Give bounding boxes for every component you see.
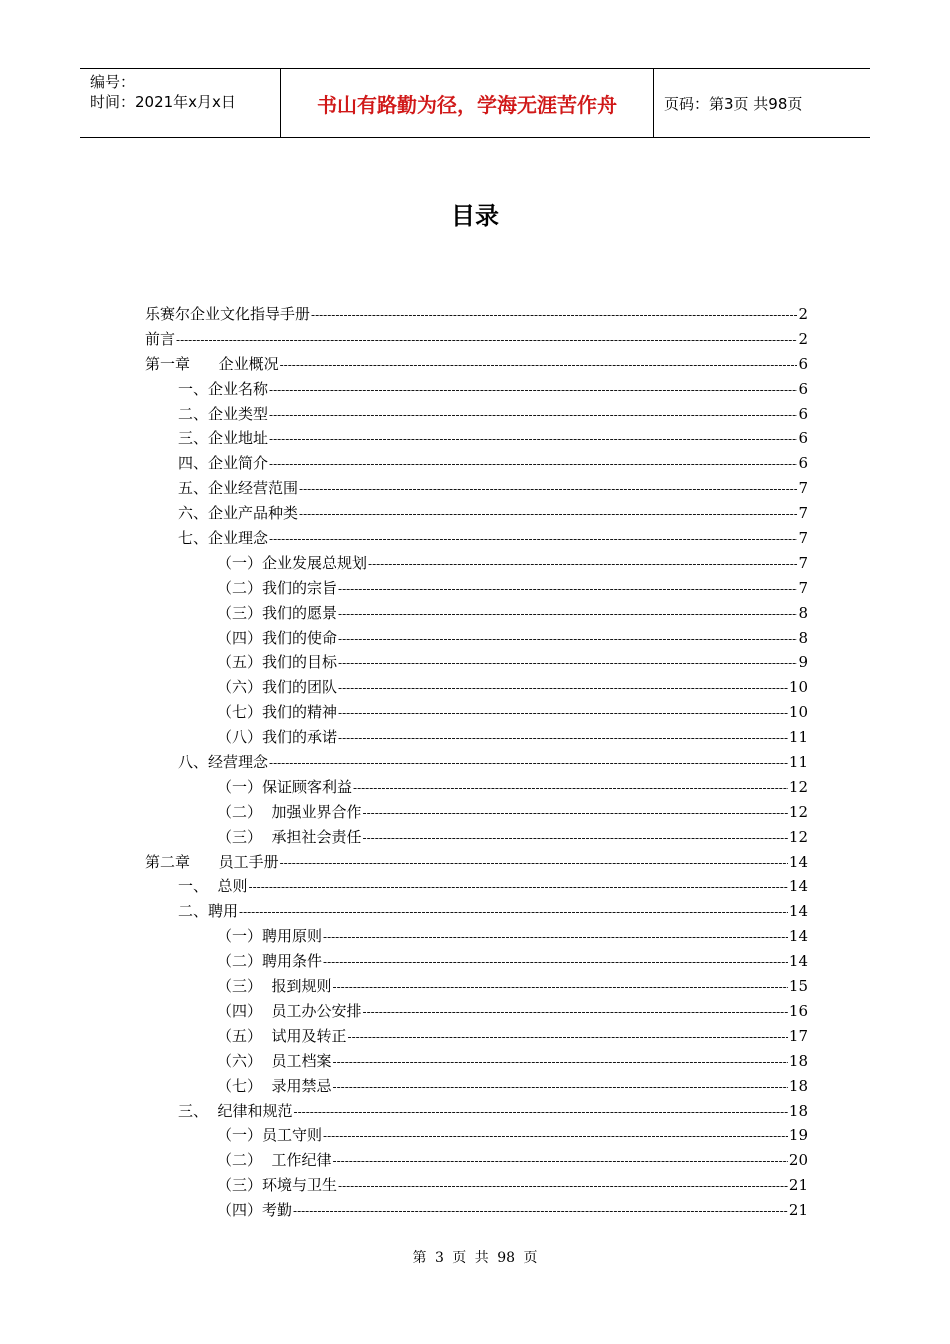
- toc-entry-label: （二）我们的宗旨: [217, 578, 338, 597]
- toc-entry-label: （二） 工作纪律: [217, 1151, 332, 1170]
- toc-entry-label: （八）我们的承诺: [217, 728, 338, 747]
- toc-entry-page: 10: [788, 703, 808, 722]
- toc-entry-page: 7: [798, 479, 808, 498]
- toc-entry-label: （七） 录用禁忌: [217, 1076, 332, 1095]
- toc-leader: [353, 776, 788, 801]
- toc-leader: [338, 577, 797, 602]
- toc-entry-label: （四） 员工办公安排: [217, 1001, 362, 1020]
- toc-leader: [299, 477, 797, 502]
- toc-entry-label: 一、 总则: [178, 877, 248, 896]
- toc-entry-page: 6: [798, 429, 808, 448]
- toc-entry-page: 16: [788, 1001, 808, 1020]
- toc-leader: [311, 303, 797, 328]
- toc-entry-page: 10: [788, 678, 808, 697]
- toc-entry-page: 6: [798, 354, 808, 373]
- toc-entry-page: 14: [788, 852, 808, 871]
- toc-leader: [294, 1100, 788, 1125]
- toc-entry-page: 11: [788, 753, 808, 772]
- toc-entry-page: 15: [788, 977, 808, 996]
- toc-entry-label: 四、企业简介: [178, 454, 269, 473]
- toc-entry-page: 9: [798, 653, 808, 672]
- toc-leader: [363, 801, 788, 826]
- toc-entry[interactable]: [145, 850, 808, 875]
- toc-leader: [269, 403, 797, 428]
- toc-entry[interactable]: [145, 675, 808, 700]
- toc-entry-page: 7: [798, 529, 808, 548]
- toc-entry-label: （一）保证顾客利益: [217, 777, 353, 796]
- toc-entry-label: 二、企业类型: [178, 404, 269, 423]
- toc-entry-page: 19: [788, 1126, 808, 1145]
- toc-entry-page: 21: [788, 1201, 808, 1220]
- toc-entry-page: 21: [788, 1176, 808, 1195]
- toc-entry[interactable]: [145, 924, 808, 949]
- toc-entry-label: （六） 员工档案: [217, 1051, 332, 1070]
- page-title: 目录: [451, 202, 499, 230]
- toc-entry[interactable]: [145, 476, 808, 501]
- toc-leader: [333, 1149, 788, 1174]
- toc-entry[interactable]: [145, 626, 808, 651]
- toc-leader: [338, 651, 797, 676]
- toc-entry-label: （三）我们的愿景: [217, 603, 338, 622]
- toc-entry-label: 二、聘用: [178, 902, 239, 921]
- toc-entry-page: 11: [788, 728, 808, 747]
- toc-entry[interactable]: [145, 775, 808, 800]
- toc-leader: [280, 353, 798, 378]
- toc-leader: [299, 502, 797, 527]
- toc-leader: [333, 1075, 788, 1100]
- toc-leader: [269, 452, 797, 477]
- toc-leader: [323, 925, 788, 950]
- toc-entry[interactable]: [145, 750, 808, 775]
- toc-entry[interactable]: [145, 1049, 808, 1074]
- toc-entry-page: 7: [798, 504, 808, 523]
- toc-entry[interactable]: [145, 949, 808, 974]
- toc-entry-label: （四）我们的使命: [217, 628, 338, 647]
- toc-entry-label: （一）聘用原则: [217, 927, 323, 946]
- toc-entry[interactable]: [145, 501, 808, 526]
- toc-leader: [338, 602, 797, 627]
- toc-entry-label: （五）我们的目标: [217, 653, 338, 672]
- toc-entry[interactable]: [145, 327, 808, 352]
- toc-leader: [280, 851, 788, 876]
- table-of-contents: [145, 302, 808, 1223]
- toc-entry[interactable]: [145, 1173, 808, 1198]
- toc-leader: [333, 975, 788, 1000]
- time-label: 时间：2021年x月x日: [90, 93, 236, 111]
- toc-entry-page: 18: [788, 1101, 808, 1120]
- page-header: [80, 68, 870, 138]
- toc-entry-page: 6: [798, 379, 808, 398]
- toc-leader: [368, 552, 797, 577]
- toc-entry-label: 一、企业名称: [178, 379, 269, 398]
- toc-entry[interactable]: [145, 1074, 808, 1099]
- toc-entry[interactable]: [145, 451, 808, 476]
- toc-entry-label: 八、经营理念: [178, 753, 269, 772]
- toc-entry-label: 前言: [145, 329, 176, 348]
- toc-entry-page: 8: [798, 628, 808, 647]
- toc-entry-label: （一）员工守则: [217, 1126, 323, 1145]
- toc-entry-page: 6: [798, 404, 808, 423]
- toc-entry-page: 14: [788, 877, 808, 896]
- toc-leader: [338, 1174, 788, 1199]
- toc-entry-page: 12: [788, 802, 808, 821]
- toc-entry[interactable]: [145, 874, 808, 899]
- toc-entry-page: 7: [798, 578, 808, 597]
- toc-entry[interactable]: [145, 1148, 808, 1173]
- toc-entry-page: 14: [788, 902, 808, 921]
- toc-leader: [293, 1199, 788, 1224]
- toc-entry-page: 18: [788, 1076, 808, 1095]
- toc-entry[interactable]: [145, 377, 808, 402]
- header-page-info: 页码：第3页 共98页: [664, 94, 803, 113]
- toc-entry-label: 第二章 员工手册: [145, 852, 279, 871]
- toc-entry[interactable]: [145, 1123, 808, 1148]
- toc-entry-page: 2: [798, 305, 808, 323]
- toc-leader: [269, 427, 797, 452]
- toc-leader: [239, 900, 788, 925]
- toc-entry-page: 17: [788, 1026, 808, 1045]
- header-meta: [80, 69, 281, 137]
- toc-entry-label: 五、企业经营范围: [178, 479, 299, 498]
- toc-entry[interactable]: [145, 999, 808, 1024]
- toc-leader: [323, 950, 788, 975]
- toc-entry-label: 第一章 企业概况: [145, 354, 279, 373]
- toc-entry-label: 三、 纪律和规范: [178, 1101, 293, 1120]
- toc-entry-label: （四）考勤: [217, 1201, 293, 1220]
- toc-entry[interactable]: [145, 402, 808, 427]
- toc-leader: [338, 676, 788, 701]
- toc-leader: [333, 1050, 788, 1075]
- toc-entry-page: 6: [798, 454, 808, 473]
- toc-entry[interactable]: [145, 576, 808, 601]
- toc-leader: [338, 726, 788, 751]
- toc-entry[interactable]: [145, 352, 808, 377]
- toc-entry[interactable]: [145, 1198, 808, 1223]
- header-motto: 书山有路勤为径，学海无涯苦作舟: [281, 69, 654, 137]
- toc-leader: [338, 627, 797, 652]
- toc-entry[interactable]: [145, 426, 808, 451]
- toc-entry[interactable]: [145, 601, 808, 626]
- toc-leader: [338, 701, 788, 726]
- toc-entry-page: 8: [798, 603, 808, 622]
- toc-entry[interactable]: [145, 800, 808, 825]
- toc-entry-label: （三） 承担社会责任: [217, 827, 362, 846]
- toc-entry-page: 20: [788, 1151, 808, 1170]
- toc-entry-label: （六）我们的团队: [217, 678, 338, 697]
- toc-entry[interactable]: [145, 526, 808, 551]
- toc-leader: [269, 378, 797, 403]
- toc-entry-page: 12: [788, 777, 808, 796]
- toc-entry-label: （三） 报到规则: [217, 977, 332, 996]
- toc-entry-page: 2: [798, 329, 808, 348]
- toc-leader: [363, 826, 788, 851]
- toc-leader: [269, 527, 797, 552]
- toc-leader: [269, 751, 788, 776]
- toc-entry-label: （七）我们的精神: [217, 703, 338, 722]
- toc-entry[interactable]: [145, 302, 808, 327]
- toc-entry-page: 14: [788, 927, 808, 946]
- toc-entry[interactable]: [145, 899, 808, 924]
- toc-leader: [323, 1124, 788, 1149]
- code-label: 编号：: [90, 73, 136, 91]
- toc-entry[interactable]: [145, 725, 808, 750]
- toc-entry[interactable]: [145, 825, 808, 850]
- toc-leader: [363, 1000, 788, 1025]
- toc-entry-label: 三、企业地址: [178, 429, 269, 448]
- toc-entry-label: 乐赛尔企业文化指导手册: [145, 305, 311, 323]
- toc-entry[interactable]: [145, 1099, 808, 1124]
- toc-entry[interactable]: [145, 551, 808, 576]
- toc-entry-label: （五） 试用及转正: [217, 1026, 347, 1045]
- toc-entry[interactable]: [145, 700, 808, 725]
- toc-entry[interactable]: [145, 1024, 808, 1049]
- toc-entry-label: （二） 加强业界合作: [217, 802, 362, 821]
- toc-leader: [348, 1025, 788, 1050]
- toc-entry-label: （二）聘用条件: [217, 952, 323, 971]
- toc-entry[interactable]: [145, 974, 808, 999]
- toc-entry-page: 7: [798, 553, 808, 572]
- page-footer: 第 3 页 共 98 页: [412, 1250, 538, 1266]
- toc-entry-label: 七、企业理念: [178, 529, 269, 548]
- toc-entry-page: 14: [788, 952, 808, 971]
- toc-leader: [249, 875, 788, 900]
- toc-entry[interactable]: [145, 650, 808, 675]
- toc-entry-label: （三）环境与卫生: [217, 1176, 338, 1195]
- toc-entry-label: 六、企业产品种类: [178, 504, 299, 523]
- toc-entry-label: （一）企业发展总规划: [217, 553, 368, 572]
- toc-entry-page: 12: [788, 827, 808, 846]
- toc-entry-page: 18: [788, 1051, 808, 1070]
- toc-leader: [176, 328, 797, 353]
